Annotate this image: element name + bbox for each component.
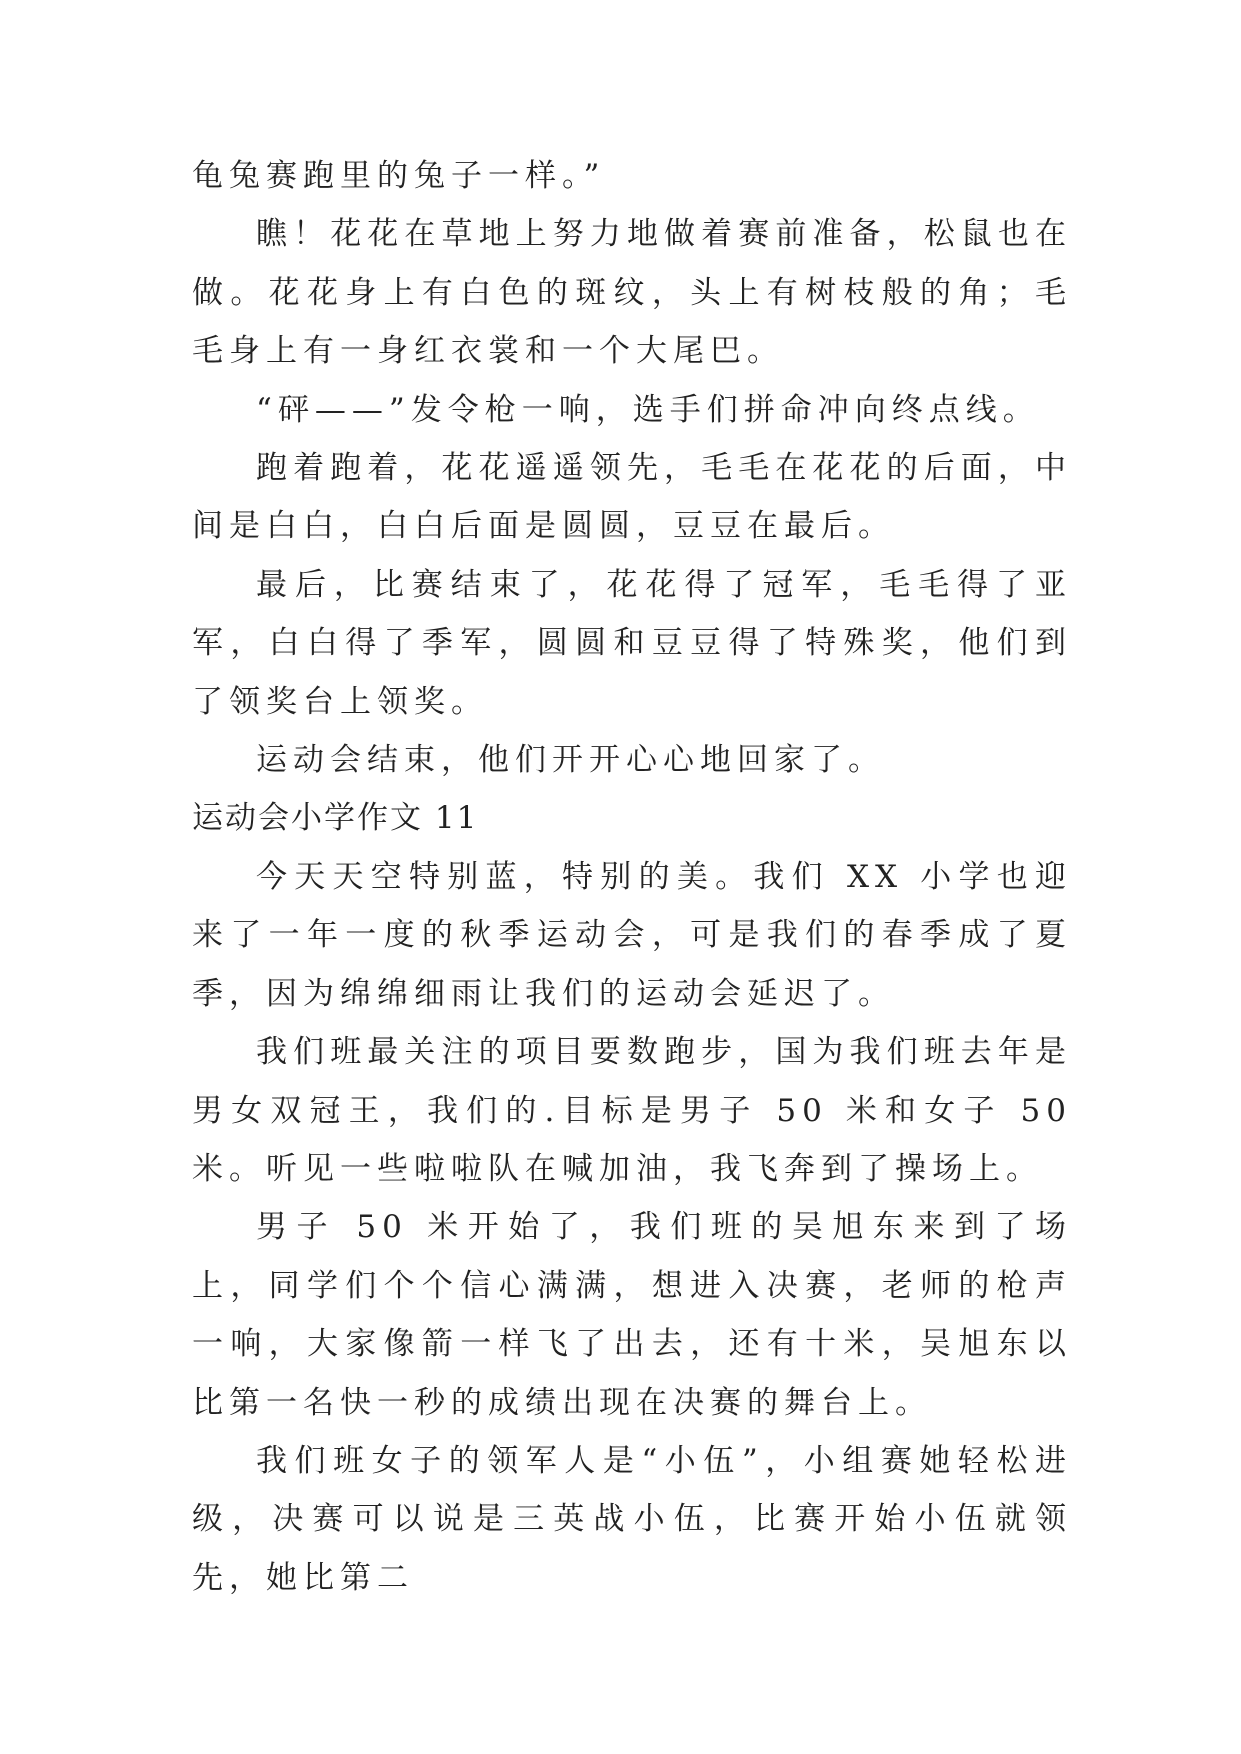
document-body <box>192 147 1072 1607</box>
paragraph: 男子 50 米开始了，我们班的吴旭东来到了场上，同学们个个信心满满，想进入决赛，老师的枪声一响，大家像箭一样飞了出去，还有十米，吴旭东以比第一名快一秒的成绩出现在决赛的舞台上。 <box>192 1209 1072 1421</box>
section-heading: 运动会小学作文 11 <box>192 800 479 837</box>
paragraph: 最后，比赛结束了，花花得了冠军，毛毛得了亚军，白白得了季军，圆圆和豆豆得了特殊奖，他们到了领奖台上领奖。 <box>192 566 1072 720</box>
paragraph: 跑着跑着，花花遥遥领先，毛毛在花花的后面，中间是白白，白白后面是圆圆，豆豆在最后。 <box>192 450 1072 545</box>
paragraph: 瞧！花花在草地上努力地做着赛前准备，松鼠也在做。花花身上有白色的斑纹，头上有树枝般的角；毛毛身上有一身红衣裳和一个大尾巴。 <box>192 216 1072 370</box>
paragraph: “砰——”发令枪一响，选手们拼命冲向终点线。 <box>256 391 1040 428</box>
paragraph: 我们班女子的领军人是“小伍”，小组赛她轻松进级，决赛可以说是三英战小伍，比赛开始小伍就领先，她比第二 <box>192 1442 1072 1596</box>
paragraph: 龟兔赛跑里的兔子一样。” <box>192 158 606 194</box>
paragraph: 今天天空特别蓝，特别的美。我们 XX 小学也迎来了一年一度的秋季运动会，可是我们的春季成了夏季，因为绵绵细雨让我们的运动会延迟了。 <box>192 858 1072 1012</box>
paragraph: 我们班最关注的项目要数跑步，国为我们班去年是男女双冠王，我们的.目标是男子 50 米和女子 50 米。听见一些啦啦队在喊加油，我飞奔到了操场上。 <box>192 1034 1072 1187</box>
paragraph: 运动会结束，他们开开心心地回家了。 <box>256 742 885 779</box>
